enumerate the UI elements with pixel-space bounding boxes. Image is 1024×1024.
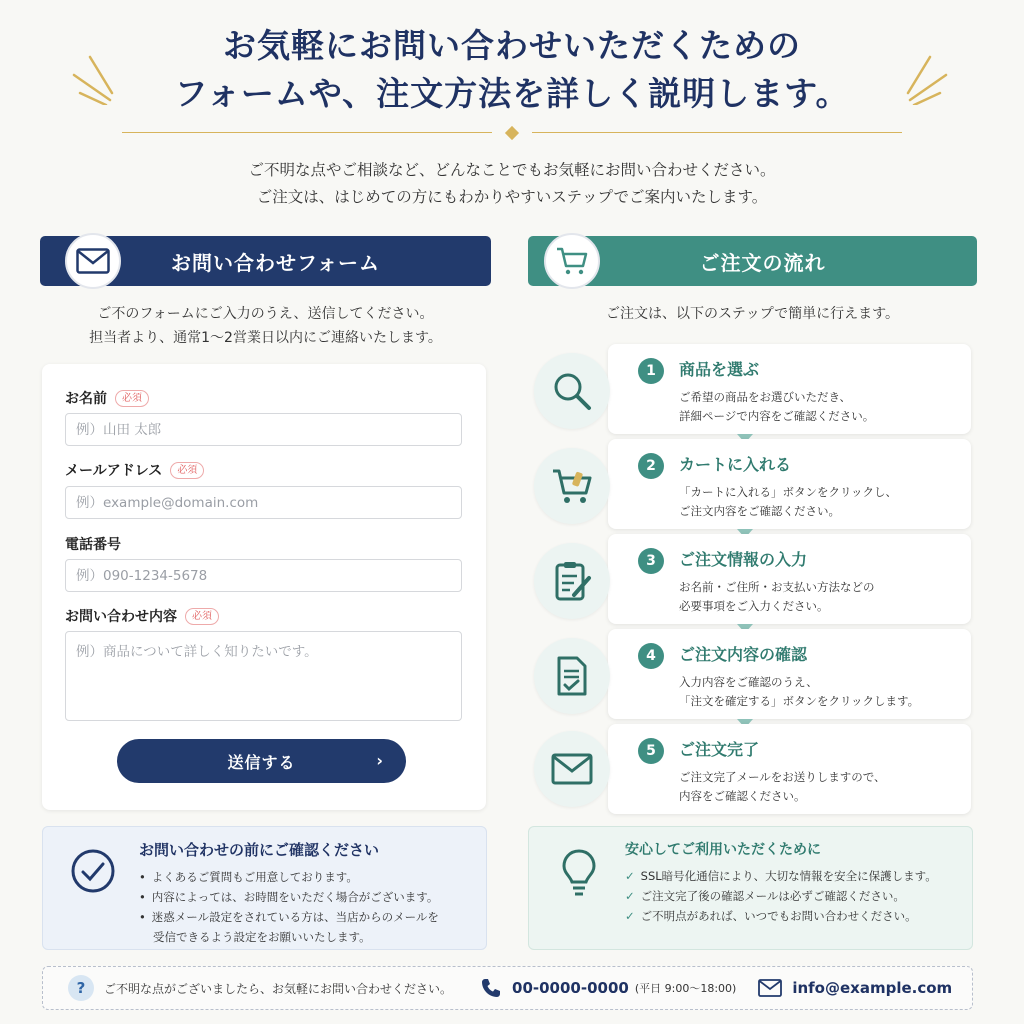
list-item: • 迷惑メール設定をされている方は、当店からのメールを [139,907,439,927]
page-title-line2: フォームや、注文方法を詳しく説明します。 [174,74,850,113]
question-icon: ? [68,975,94,1001]
check-circle-icon [69,847,117,895]
page-title [0,22,1024,118]
step-number: 2 [638,453,664,479]
step-description: 「カートに入れる」ボタンをクリックし、 ご注文内容をご確認ください。 [679,485,898,518]
footer-email[interactable] [758,979,952,997]
step-3-icon-wrap [534,543,610,619]
intro-text [0,157,1024,211]
message-textarea[interactable] [65,631,462,721]
message-label: お問い合わせ内容 必須 [65,606,219,626]
envelope-icon [76,248,110,274]
envelope-icon [758,979,782,997]
email-label: メールアドレス 必須 [65,460,204,480]
step-5-icon-wrap [534,731,610,807]
step-title: ご注文情報の入力 [679,550,808,569]
contact-form [42,364,486,810]
contact-description-line1: ご不のフォームにご入力のうえ、送信してください。 [97,306,434,322]
step-2-icon-wrap [534,448,610,524]
step-title: ご注文内容の確認 [679,645,808,664]
phone-label: 電話番号 [65,537,121,553]
order-step-4 [608,629,971,719]
order-step-1 [608,344,971,434]
list-item-continued: 受信できるよう設定をお願いいたします。 [153,930,371,944]
step-description: 入力内容をご確認のうえ、 「注文を確定する」ボタンをクリックします。 [679,675,920,708]
document-check-icon [550,654,594,698]
contact-description [40,302,491,350]
safety-title: 安心してご利用いただくために [625,842,821,858]
check-icon: ✓ [625,869,635,883]
contact-header-title: お問い合わせフォーム [171,250,380,275]
submit-button[interactable] [117,739,406,783]
diamond-icon [505,126,519,140]
submit-button-label: 送信する [227,752,296,772]
order-step-5 [608,724,971,814]
step-title: カートに入れる [679,455,792,474]
required-badge: 必須 [115,390,149,407]
required-badge: 必須 [170,462,204,479]
order-description: ご注文は、以下のステップで簡単に行えます。 [605,306,900,322]
list-item: • よくあるご質問もご用意しております。 [139,867,439,887]
name-label: お名前 必須 [65,388,149,408]
name-input[interactable] [65,413,462,446]
email-address[interactable]: info@example.com [792,979,953,997]
precheck-list [139,867,439,947]
cart-icon [550,466,594,506]
required-badge: 必須 [185,608,219,625]
chevron-right-icon: › [376,751,384,770]
contact-footer [42,966,973,1010]
safety-note [528,826,973,950]
intro-line2: ご注文は、はじめての方にもわかりやすいステップでご案内いたします。 [256,188,768,206]
list-item: • 内容によっては、お時間をいただく場合がございます。 [139,887,439,907]
step-description: お名前・ご住所・お支払い方法などの 必要事項をご入力ください。 [679,580,875,613]
footer-text: ご不明な点がございましたら、お気軽にお問い合わせください。 [104,981,453,996]
step-number: 5 [638,738,664,764]
footer-phone[interactable] [480,977,736,999]
order-step-3 [608,534,971,624]
step-number: 1 [638,358,664,384]
check-icon: ✓ [625,909,635,923]
step-description: ご希望の商品をお選びいただき、 詳細ページで内容をご確認ください。 [679,390,875,423]
precheck-title: お問い合わせの前にご確認ください [139,841,380,859]
step-title: ご注文完了 [679,740,760,759]
step-description: ご注文完了メールをお送りしますので、 内容をご確認ください。 [679,770,886,803]
step-number: 3 [638,548,664,574]
order-header-title: ご注文の流れ [699,250,826,275]
title-divider [122,128,902,138]
sparkle-right-icon [900,45,950,105]
list-item: ✓ SSL暗号化通信により、大切な情報を安全に保護します。 [625,869,937,883]
precheck-note [42,826,487,950]
business-hours: (平日 9:00〜18:00) [634,982,737,995]
contact-description-line2: 担当者より、通常1〜2営業日以内にご連絡いたします。 [89,330,442,346]
phone-icon [480,977,502,999]
order-header-badge [544,233,600,289]
safety-list [625,866,937,926]
contact-form-header [40,236,491,286]
clipboard-edit-icon [550,559,594,603]
intro-line1: ご不明な点やご相談など、どんなことでもお気軽にお問い合わせください。 [248,161,776,179]
sparkle-left-icon [70,45,120,105]
list-item: ✓ ご不明点があれば、いつでもお問い合わせください。 [625,909,917,923]
phone-number[interactable]: 00-0000-0000 [512,979,629,997]
lightbulb-icon [555,847,603,899]
envelope-icon [550,751,594,787]
order-step-2 [608,439,971,529]
order-flow-header [528,236,977,286]
contact-header-badge [65,233,121,289]
phone-input[interactable] [65,559,462,592]
page-title-line1: お気軽にお問い合わせいただくための [223,26,801,65]
step-title: 商品を選ぶ [679,360,760,379]
step-number: 4 [638,643,664,669]
step-4-icon-wrap [534,638,610,714]
list-item: ✓ ご注文完了後の確認メールは必ずご確認ください。 [625,889,905,903]
email-input[interactable] [65,486,462,519]
check-icon: ✓ [625,889,635,903]
step-1-icon-wrap [534,353,610,429]
cart-icon [555,246,589,276]
search-icon [550,369,594,413]
